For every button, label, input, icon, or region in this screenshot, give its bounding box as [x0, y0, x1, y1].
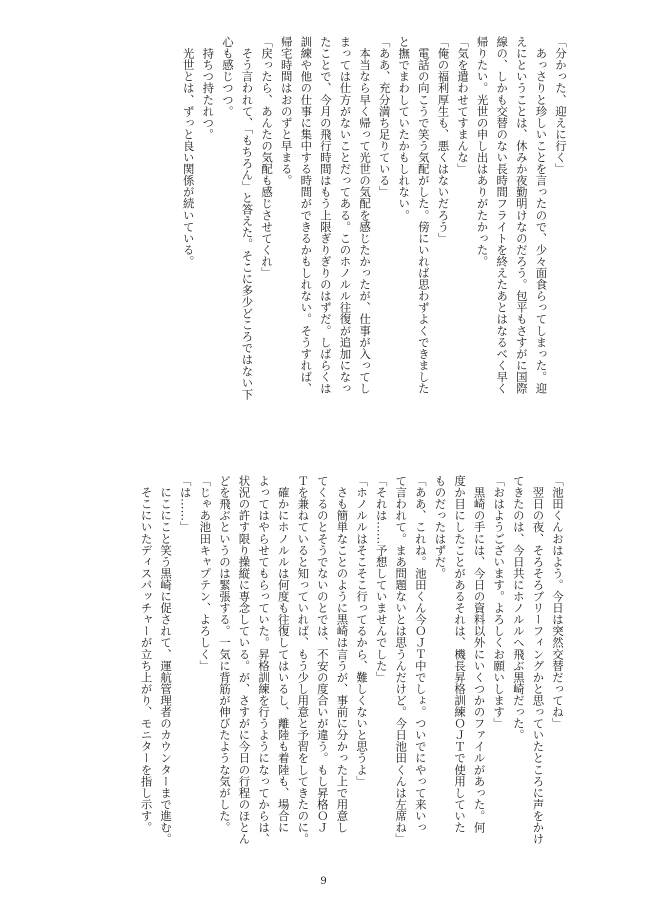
text-line: あっさりと珍しいことを言ったので、少々面食らってしまった。迎 [534, 36, 549, 395]
text-line: まっては仕方がないことだってある。このホノルル往復が追加になっ [338, 36, 353, 395]
text-line: 度か目にしたことがあるそれは、機長昇格訓練ＯＪＴで使用していた [453, 475, 468, 834]
text-line: 「じゃあ池田キャプテン、よろしく」 [198, 475, 213, 672]
text-line: さも簡単なことのように黒崎は言うが、事前に分かった上で用意し [335, 475, 350, 834]
text-line: 訓練や他の仕事に集中する時間ができるかもしれない。そうすれば、 [299, 36, 314, 395]
text-line: Ｔを兼ねていると知っていれば、もう少し用意と予習をしてきたのに。 [296, 475, 311, 845]
text-line: 「それは……予想していませんでした」 [374, 475, 389, 683]
text-line: どを飛ぶというのは緊張する。一気に背筋が伸びたような気がした。 [217, 475, 232, 834]
page-number: 9 [320, 876, 327, 887]
text-line: 本当なら早く帰って光世の気配を感じたかったが、仕事が入ってし [358, 36, 373, 395]
text-line: ものだったはずだ。 [433, 475, 448, 579]
text-line: 「おはようございます。よろしくお願いします」 [492, 475, 507, 730]
text-line: 黒崎の手には、今日の資料以外にいくつかのファイルがあった。何 [472, 475, 487, 834]
text-line: 持ちつ持たれつ。 [201, 36, 216, 140]
text-line: 「ああ、充分満ち足りている」 [377, 36, 392, 198]
text-line: 「戻ったら、あんたの気配も感じさせてくれ」 [260, 36, 275, 279]
text-line: 帰宅時間はおのずと早まる。 [279, 36, 294, 187]
text-line: 「池田くんおはよう。今日は突然交替だってね」 [551, 475, 565, 730]
text-line: 翌日の夜、そろそろブリーフィングかと思っていたところに声をかけ [531, 475, 546, 845]
text-line: 心も感じつつ。 [220, 36, 235, 117]
text-line: 線の、しかも交替のない長時間フライトを終えたあとはなるべく早く [495, 36, 510, 395]
text-line: て言われて。まあ問題ないとは思うんだけど。今日池田くんは左席ね」 [394, 475, 409, 845]
text-line: 「ああ、これね。池田くん今ＯＪＴ中でしょ。ついでにやって来いっ [413, 475, 428, 834]
text-line: そう言われて、「もちろん」と答えた。そこに多少どころではない下 [240, 36, 255, 400]
text-line: と撫でまわしていたかもしれない。 [397, 36, 412, 221]
text-line: てくるのとそうでないのとでは、不安の度合いが違う。もし昇格ＯＪ [315, 475, 330, 834]
text-line: たことで、今月の飛行時間はもう上限ぎりぎりのはずだ。しばらくは [318, 36, 333, 395]
text-block-top [68, 36, 570, 458]
text-line: 「分かった、迎えに行く」 [554, 36, 568, 175]
text-line: 「気を遣わせてすまんな」 [456, 36, 471, 175]
text-line: 電話の向こうで笑う気配がした。傍にいれば思わずよくできました [416, 36, 431, 395]
text-line: 「は……」 [178, 475, 193, 533]
text-line: にこにこと笑う黒崎に促されて、運航管理者のカウンターまで進む。 [159, 475, 174, 845]
text-line: 「俺の福利厚生も、悪くはないだろう」 [436, 36, 451, 244]
text-line: えにということは、休みか夜勤明けなのだろう。包平もさすがに国際 [514, 36, 529, 395]
text-line: 確かにホノルルは何度も往復してはいるし、離陸も着陸も、場合に [276, 475, 291, 834]
text-line: 帰りたい。光世の申し出はありがたかった。 [475, 36, 490, 267]
text-line: てきたのは、今日共にホノルルへ飛ぶ黒崎だった。 [511, 475, 526, 741]
text-line: そこにいたディスパッチャーが立ち上がり、モニターを指し示す。 [139, 475, 154, 834]
text-line: 状況の許す限り操縦に専念している。が、さすがに今日の行程のほとん [237, 475, 252, 845]
text-line: 光世とは、ずっと良い関係が続いている。 [181, 36, 196, 267]
text-line: よってはやらせてもらっていた。昇格訓練を行うようになってからは、 [257, 475, 272, 845]
text-line: 「ホノルルはそこそこ行ってるから、難しくないと思うよ」 [355, 475, 370, 787]
text-block-bottom [71, 475, 567, 875]
